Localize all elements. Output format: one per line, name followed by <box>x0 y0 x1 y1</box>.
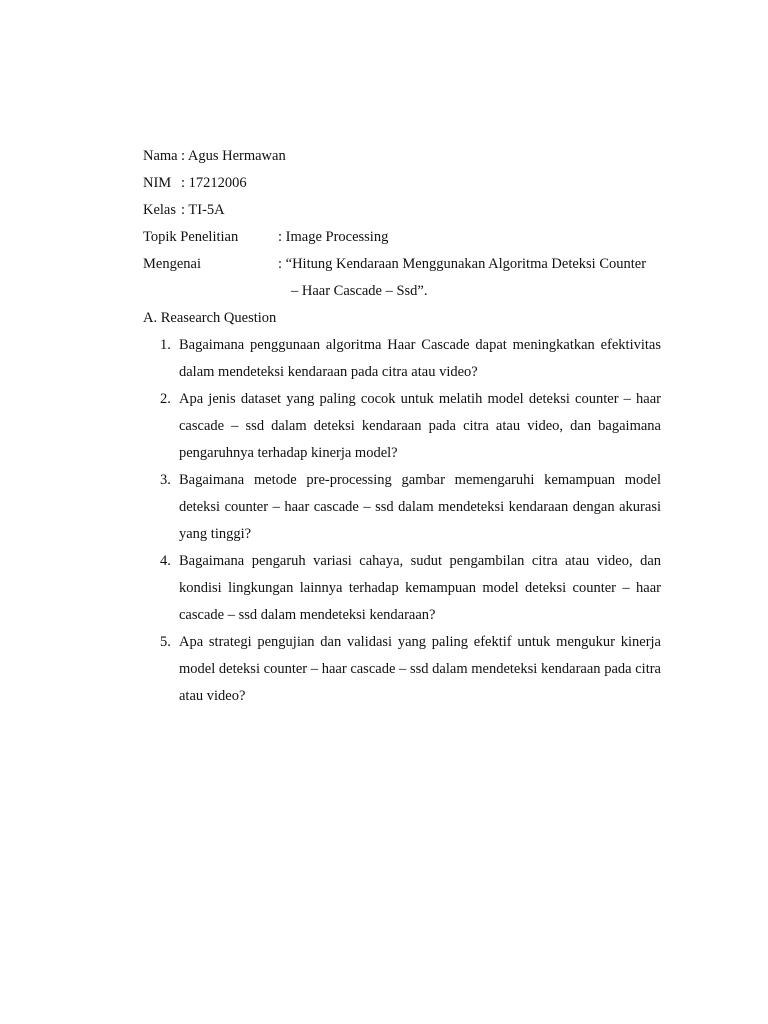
mengenai-label: Mengenai <box>143 256 201 272</box>
question-list <box>143 332 661 710</box>
mengenai-row <box>143 251 661 278</box>
question-number: 2. <box>160 391 171 407</box>
list-item <box>143 332 661 386</box>
topik-row <box>143 224 661 251</box>
nama-row <box>143 143 661 170</box>
mengenai-value-line2: – Haar Cascade – Ssd”. <box>291 283 428 299</box>
question-number: 3. <box>160 472 171 488</box>
question-number: 5. <box>160 634 171 650</box>
nim-value: : 17212006 <box>181 175 247 191</box>
topik-label: Topik Penelitian <box>143 229 239 245</box>
topik-value: : Image Processing <box>278 229 389 245</box>
list-item <box>143 467 661 548</box>
mengenai-value-line1: : “Hitung Kendaraan Menggunakan Algoritma Deteksi Counter <box>278 256 647 272</box>
list-item <box>143 386 661 467</box>
document-page <box>143 143 661 710</box>
nama-label: Nama <box>143 148 178 164</box>
kelas-label: Kelas <box>143 202 177 218</box>
question-number: 4. <box>160 553 171 569</box>
question-text: Apa strategi pengujian dan validasi yang paling efektif untuk mengukur kinerja model deteksi counter – haar cascade – ssd dalam mendeteksi kendaraan pada citra atau video? <box>179 634 661 704</box>
list-item <box>143 548 661 629</box>
nim-row <box>143 170 661 197</box>
kelas-row <box>143 197 661 224</box>
question-number: 1. <box>160 337 171 353</box>
list-item <box>143 629 661 710</box>
question-text: Bagaimana metode pre-processing gambar memengaruhi kemampuan model deteksi counter – haar cascade – ssd dalam mendeteksi kendaraan dengan akurasi yang tinggi? <box>179 472 661 542</box>
question-text: Bagaimana pengaruh variasi cahaya, sudut pengambilan citra atau video, dan kondisi lingkungan lainnya terhadap kemampuan model deteksi counter – haar cascade – ssd dalam mendeteksi kendaraan? <box>179 553 661 623</box>
section-heading: A. Reasearch Question <box>143 310 277 326</box>
kelas-value: : TI-5A <box>181 202 225 218</box>
nim-label: NIM <box>143 175 172 191</box>
question-text: Apa jenis dataset yang paling cocok untuk melatih model deteksi counter – haar cascade – ssd dalam deteksi kendaraan pada citra atau video, dan bagaimana pengaruhnya terhadap kinerja model? <box>179 391 661 461</box>
mengenai-continuation-row <box>143 278 661 305</box>
question-text: Bagaimana penggunaan algoritma Haar Cascade dapat meningkatkan efektivitas dalam mendeteksi kendaraan pada citra atau video? <box>179 337 661 380</box>
nama-value: : Agus Hermawan <box>181 148 286 164</box>
